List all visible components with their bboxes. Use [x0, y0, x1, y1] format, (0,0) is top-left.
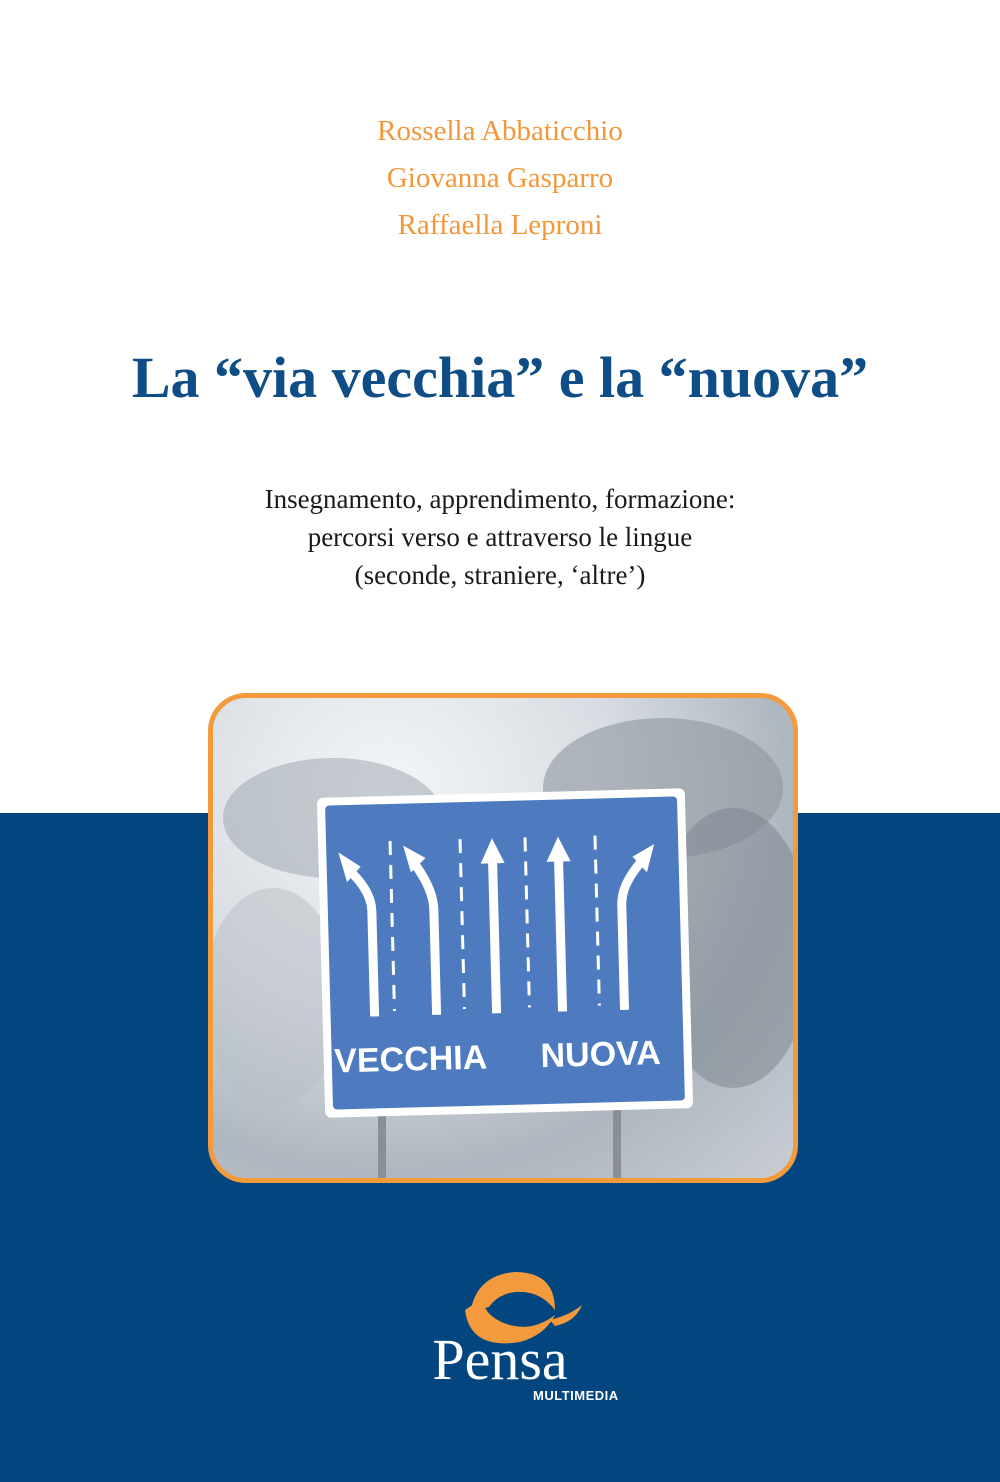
- publisher-name: Pensa: [432, 1327, 568, 1392]
- book-subtitle: [0, 480, 1000, 594]
- subtitle-line: (seconde, straniere, ‘altre’): [354, 560, 646, 590]
- sign-right-label: NUOVA: [540, 1033, 662, 1076]
- sign-left-label: VECCHIA: [333, 1038, 488, 1081]
- publisher-imprint: MULTIMEDIA: [533, 1388, 619, 1403]
- author-name: Rossella Abbaticchio: [377, 115, 623, 147]
- cover-photo: [208, 693, 798, 1183]
- subtitle-line: percorsi verso e attraverso le lingue: [307, 522, 693, 552]
- author-name: Raffaella Leproni: [397, 209, 603, 241]
- book-title: La “via vecchia” e la “nuova”: [131, 345, 869, 410]
- author-name: Giovanna Gasparro: [386, 162, 614, 194]
- author-list: [0, 108, 1000, 249]
- road-sign-icon: [213, 698, 798, 1183]
- subtitle-line: Insegnamento, apprendimento, formazione:: [264, 484, 736, 514]
